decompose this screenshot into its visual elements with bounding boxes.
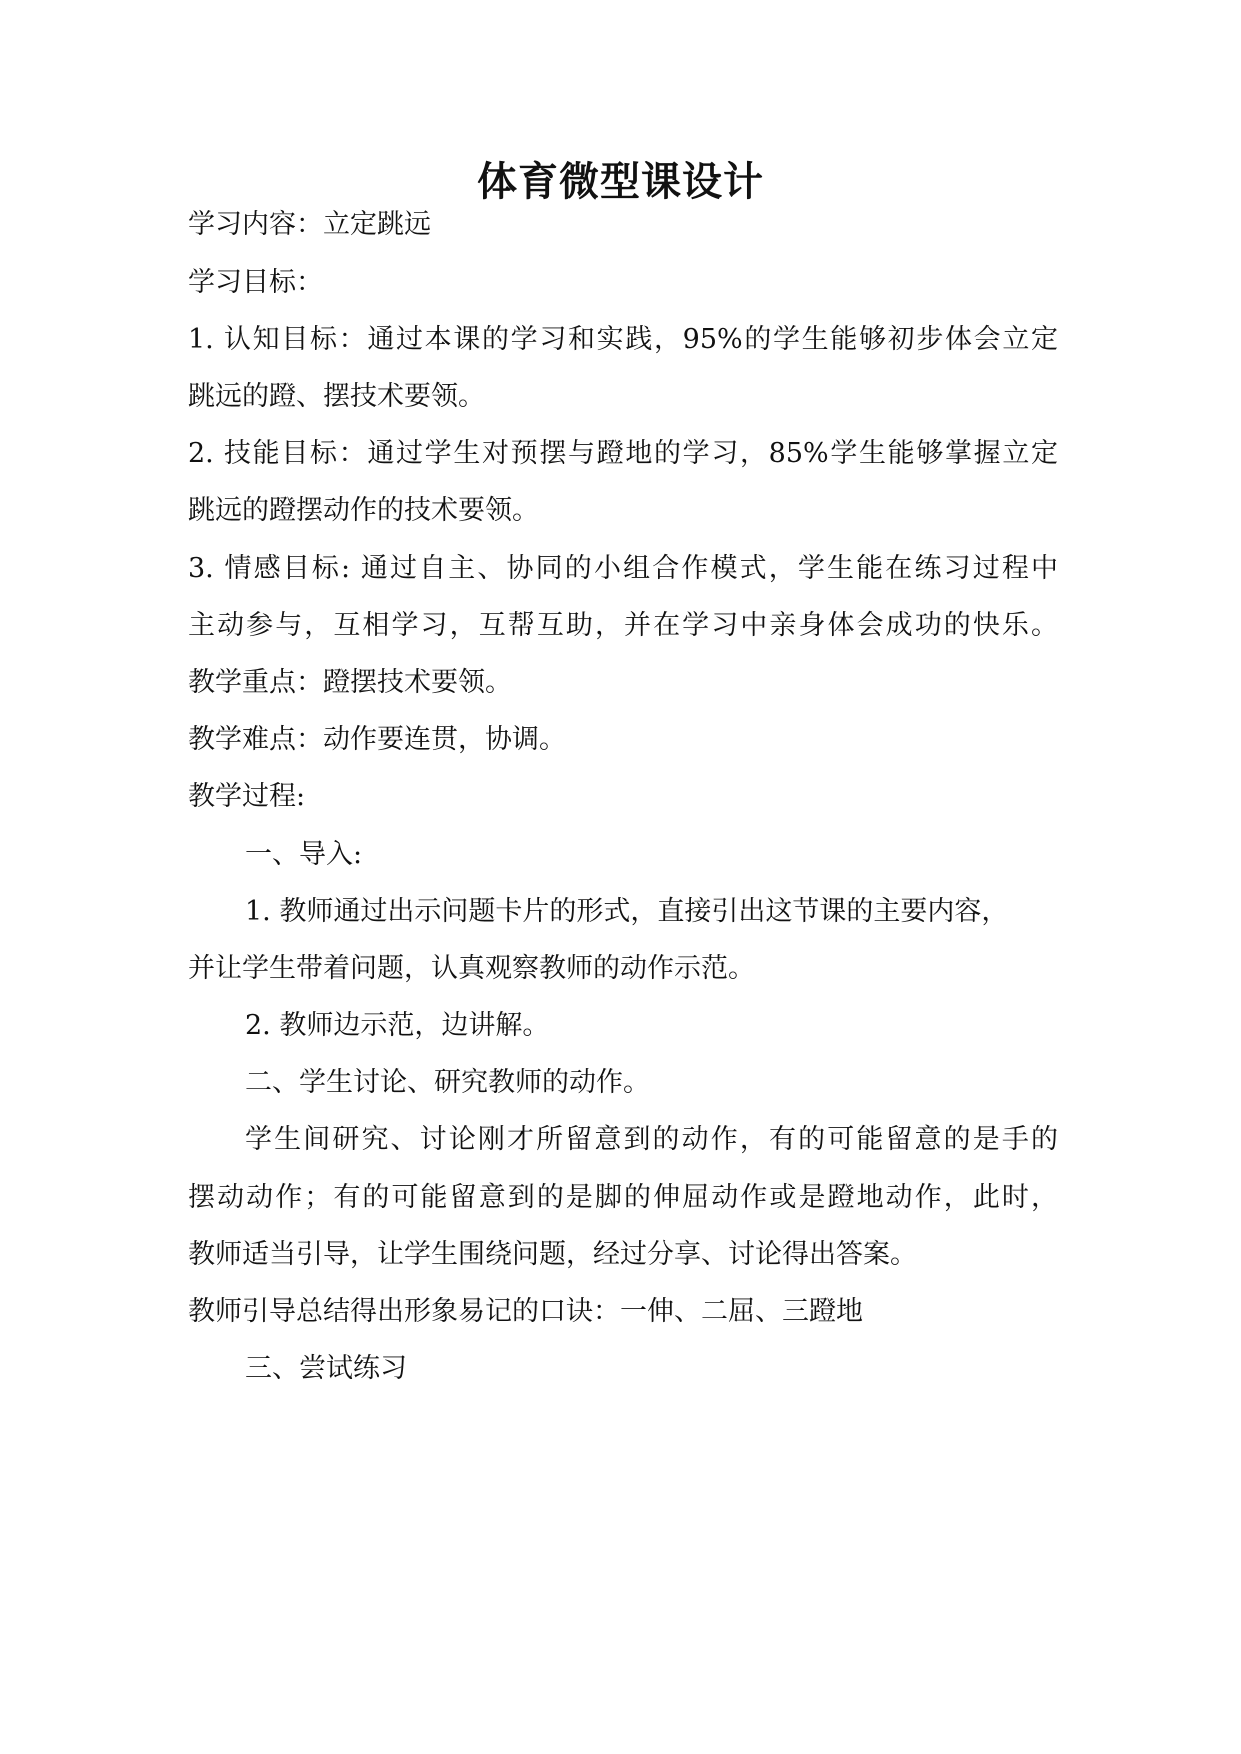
document-title: 体育微型课设计 — [477, 158, 764, 205]
text-line-goal-1-cont: 跳远的蹬、摆技术要领。 — [188, 381, 485, 412]
text-line-discussion-2: 摆动动作；有的可能留意到的是脚的伸屈动作或是蹬地动作，此时， — [188, 1182, 1058, 1213]
text-line-key-points: 教学重点：蹬摆技术要领。 — [188, 667, 512, 698]
text-line-intro-1-cont: 并让学生带着问题，认真观察教师的动作示范。 — [188, 953, 755, 984]
text-line-goal-2: 2. 技能目标：通过学生对预摆与蹬地的学习，85%学生能够掌握立定 — [188, 438, 1058, 469]
text-line-learning-goals: 学习目标： — [188, 267, 323, 298]
text-line-discussion-3: 教师适当引导，让学生围绕问题，经过分享、讨论得出答案。 — [188, 1239, 917, 1270]
text-line-goal-3-cont: 主动参与，互相学习，互帮互助，并在学习中亲身体会成功的快乐。 — [188, 610, 1058, 641]
text-line-discussion-1: 学生间研究、讨论刚才所留意到的动作，有的可能留意的是手的 — [245, 1124, 1058, 1155]
text-line-process: 教学过程: — [188, 781, 306, 812]
text-line-goal-1: 1. 认知目标：通过本课的学习和实践，95%的学生能够初步体会立定 — [188, 324, 1058, 355]
text-line-intro-2: 2. 教师边示范，边讲解。 — [245, 1010, 550, 1041]
section-heading-intro: 一、导入: — [245, 839, 363, 870]
text-line-intro-1: 1. 教师通过出示问题卡片的形式，直接引出这节课的主要内容， — [245, 896, 1009, 927]
text-line-goal-2-cont: 跳远的蹬摆动作的技术要领。 — [188, 495, 539, 526]
section-heading-discussion: 二、学生讨论、研究教师的动作。 — [245, 1067, 650, 1098]
text-line-goal-3: 3. 情感目标: 通过自主、协同的小组合作模式，学生能在练习过程中 — [188, 553, 1058, 584]
text-line-mnemonic: 教师引导总结得出形象易记的口诀：一伸、二屈、三蹬地 — [188, 1296, 863, 1327]
text-line-difficulties: 教学难点：动作要连贯，协调。 — [188, 724, 566, 755]
text-line-learning-content: 学习内容：立定跳远 — [188, 209, 431, 240]
section-heading-practice: 三、尝试练习 — [245, 1353, 407, 1384]
